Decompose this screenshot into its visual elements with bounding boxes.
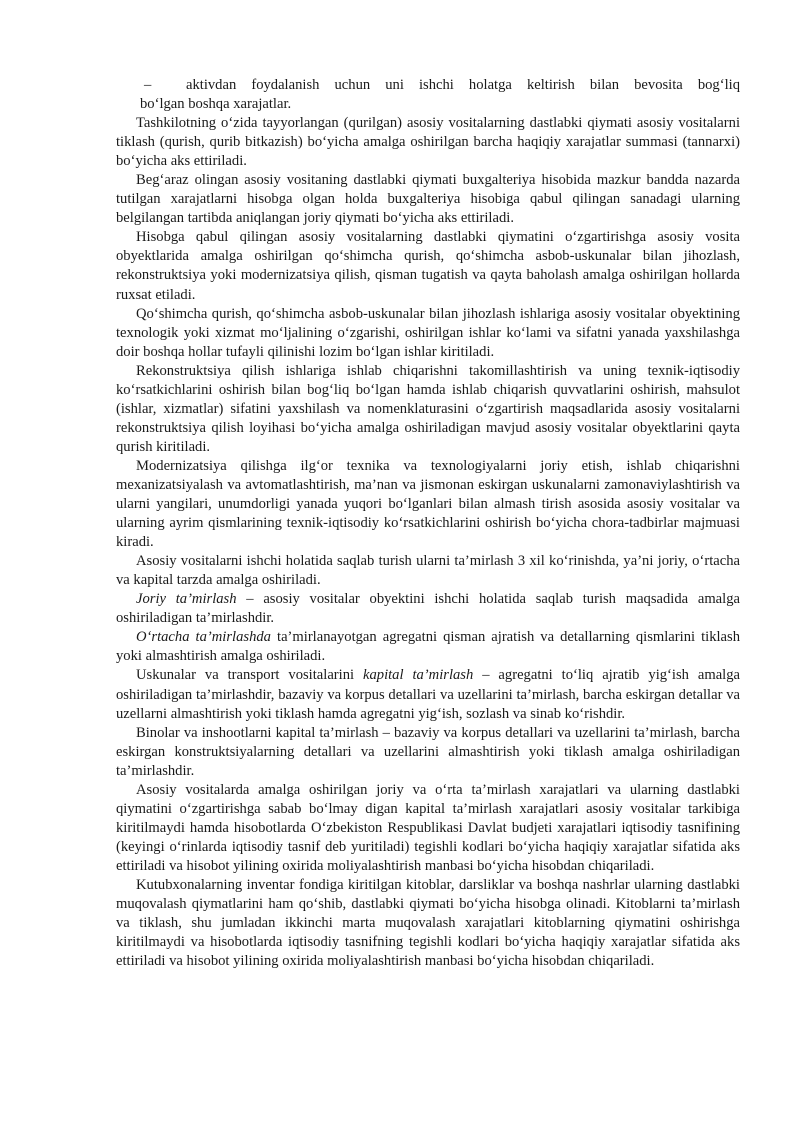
document-page [116, 76, 740, 971]
term-kapital-tamirlash: kapital ta’mirlash [363, 667, 474, 684]
term-ortacha-tamirlash: O‘rtacha ta’mirlashda [136, 629, 271, 646]
paragraph-6: Modernizatsiya qilishga ilg‘or texnika va texnologiyalarni joriy etish, ishlab chiqarishni mexanizatsiyalash va avtomatlashtirish, ma’nan va jismonan eskirgan uskunalarni zamonaviylashtirish va ularni yangilari, unumdorligi yanada yuqori bo‘lganlari bilan almash tirish asosida asosiy vositalar va ularning ayrim qismlarining texnik-iqtisodiy ko‘rsatkichlarini oshirish bo‘yicha chora-tadbirlar majmuasi kiradi. [116, 457, 740, 551]
paragraph-7: Asosiy vositalarni ishchi holatida saqlab turish ularni ta’mirlash 3 xil ko‘rinishda, ya’ni joriy, o‘rtacha va kapital tarzda amalga oshiriladi. [116, 553, 740, 589]
paragraph-3: Hisobga qabul qilingan asosiy vositalarning dastlabki qiymatini o‘zgartirishga asosiy vosita obyektlarida amalga oshirilgan qo‘shimcha qurish, qo‘shimcha asbob-uskunalar bilan jihozlash, rekonstruktsiya yoki modernizatsiya qilish, qisman tugatish va qayta baholash amalga oshirilgan hollarda ruxsat etiladi. [116, 229, 740, 303]
term-joriy-tamirlash: Joriy ta’mirlash [136, 591, 237, 608]
dash-item-text-line2: bo‘lgan boshqa xarajatlar. [140, 96, 292, 113]
paragraph-11: Binolar va inshootlarni kapital ta’mirlash – bazaviy va korpus detallari va uzellarini ta’mirlash, barcha eskirgan konstruktsiyalarning detallari va uzellarini almashtirish yoki tiklash amalga oshiriladigan ta’mirlashdir. [116, 724, 740, 779]
paragraph-5: Rekonstruktsiya qilish ishlariga ishlab chiqarishni takomillashtirish va uning texnik-iqtisodiy ko‘rsatkichlarini oshirish bilan bog‘liq bo‘lgan hamda ishlab chiqarish quvvatlarini oshirish, mahsulot (ishlar, xizmatlar) sifatini yaxshilash va nomenklaturasini o‘zgartirish maqsadlarida asosiy vositalarni rekonstruktsiya qilish loyihasi bo‘yicha amalga oshiriladigan mavjud asosiy vositalar obyektlarini qayta qurish kiritiladi. [116, 362, 740, 455]
dash-item-text-line1: aktivdan foydalanish uchun uni ishchi holatga keltirish bilan bevosita bog‘liq [186, 77, 740, 93]
paragraph-10-lead: Uskunalar va transport vositalarini [136, 667, 363, 684]
paragraph-8 [116, 590, 740, 628]
paragraph-10 [116, 666, 740, 723]
paragraph-4: Qo‘shimcha qurish, qo‘shimcha asbob-uskunalar bilan jihozlash ishlariga asosiy vositalar obyektining texnologik yoki xizmat mo‘ljalining o‘zgarishi, oshirilgan ishlar ko‘lami va sifatni yanada yaxshilashga doir boshqa hollar tufayli qilinishi lozim bo‘lgan ishlar kiritiladi. [116, 305, 740, 360]
paragraph-9 [116, 628, 740, 666]
paragraph-9-text: ta’mirlanayotgan agregatni qisman ajratish va detallarning qismlarini tiklash yoki almashtirish amalga oshiriladi. [116, 629, 741, 665]
paragraph-1: Tashkilotning o‘zida tayyorlangan (qurilgan) asosiy vositalarning dastlabki qiymati asosiy vositalarni tiklash (qurish, qurib bitkazish) bo‘yicha amalga oshirilgan barcha haqiqiy xarajatlar summasi (tannarxi) bo‘yicha aks ettiriladi. [116, 115, 740, 170]
paragraph-13: Kutubxonalarning inventar fondiga kiritilgan kitoblar, darsliklar va boshqa nashrlar ularning dastlabki muqovalash qiymatlarini ham qo‘shib, dastlabki qiymati bo‘yicha hisobga olinadi. Kitoblarni ta’mirlash va tiklash, shu jumladan ikkinchi marta muqovalash xarajatlari kitoblarning qiymatini oshirishga kiritilmaydi va hisobotlarda iqtisodiy tasnifning tegishli kodlari bo‘yicha haqiqiy xarajatlar sifatida aks ettiriladi va hisobot yilining oxirida moliyalashtirish manbasi bo‘yicha hisobdan chiqariladi. [116, 876, 740, 970]
dash-list-item [116, 76, 740, 95]
dash-marker: – [144, 77, 152, 93]
paragraph-10-text: – agregatni to‘liq ajratib yig‘ish amalga oshiriladigan ta’mirlashdir, bazaviy va korpus detallari va uzellarini ta’mirlash, barcha eskirgan detallar va uzellarni almashtirish yoki tiklash hamda agregatni yig‘ish, sozlash va sinab ko‘rishdir. [116, 667, 740, 722]
paragraph-2: Beg‘araz olingan asosiy vositaning dastlabki qiymati buxgalteriya hisobida mazkur bandda nazarda tutilgan xarajatlarni hisobga olgan holda buxgalteriya hisobiga qabul qilingan sanadagi ularning belgilangan tartibda aniqlangan joriy qiymati bo‘yicha aks ettiriladi. [116, 172, 740, 227]
paragraph-12: Asosiy vositalarda amalga oshirilgan joriy va o‘rta ta’mirlash xarajatlari va ularning dastlabki qiymatini o‘zgartirishga sabab bo‘lmay digan kapital ta’mirlash xarajatlari asosiy vositalar tarkibiga kiritilmaydi hamda hisobotlarda O‘zbekiston Respublikasi Davlat budjeti xarajatlari iqtisodiy tasnifining (keyingi o‘rinlarda iqtisodiy tasnif deb yuritiladi) tegishli kodlari bo‘yicha haqiqiy xarajatlar sifatida aks ettiriladi va hisobot yilining oxirida moliyalashtirish manbasi bo‘yicha hisobdan chiqariladi. [116, 781, 740, 874]
paragraph-8-text: – asosiy vositalar obyektini ishchi holatida saqlab turish maqsadida amalga oshiriladigan ta’mirlashdir. [116, 591, 740, 627]
